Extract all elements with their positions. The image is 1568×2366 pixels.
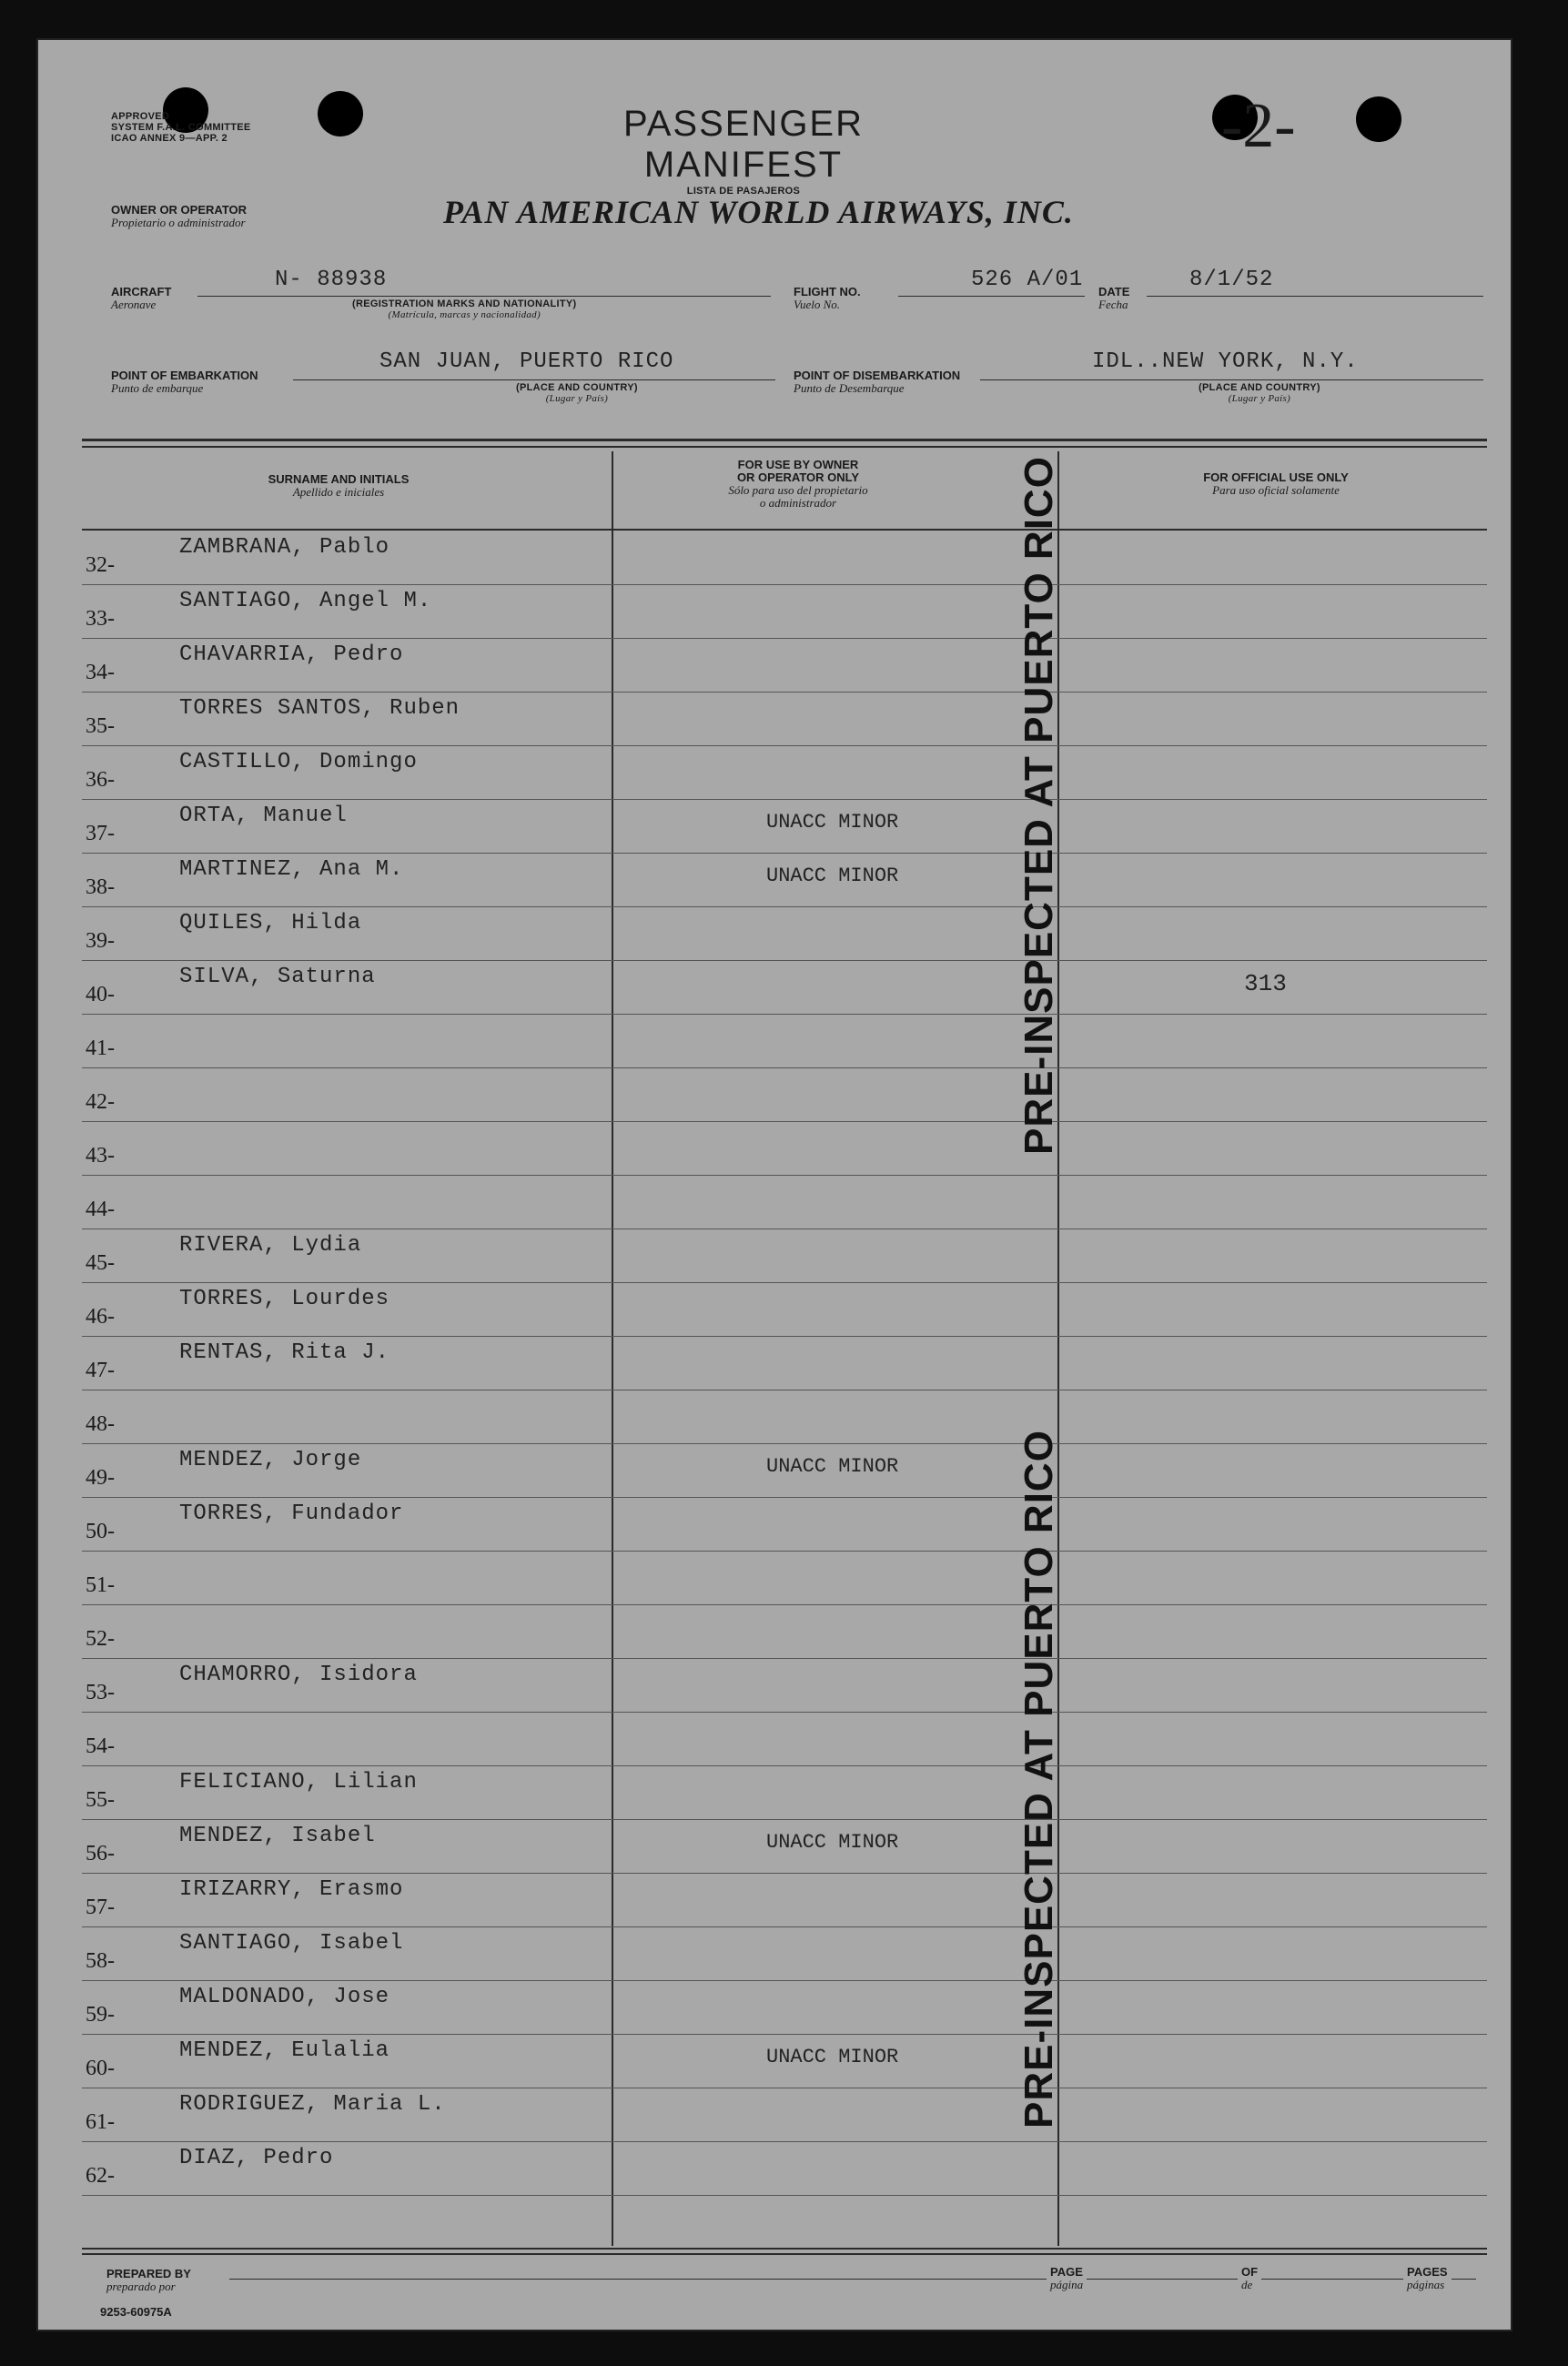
row-rule bbox=[82, 638, 1487, 639]
date-label-es: Fecha bbox=[1098, 298, 1128, 311]
of-label-block bbox=[1238, 2266, 1261, 2291]
row-rule bbox=[82, 1175, 1487, 1176]
row-number: 56- bbox=[86, 1842, 115, 1866]
passenger-name: MENDEZ, Eulalia bbox=[179, 2038, 390, 2063]
reg-note: (REGISTRATION MARKS AND NATIONALITY) bbox=[352, 298, 577, 309]
row-rule bbox=[82, 692, 1487, 693]
passenger-name: RODRIGUEZ, Maria L. bbox=[179, 2092, 446, 2117]
owner-label-block bbox=[111, 204, 247, 229]
disembark-label-block bbox=[794, 369, 960, 395]
row-number: 46- bbox=[86, 1305, 115, 1329]
approval-line: APPROVED bbox=[111, 111, 170, 122]
row-rule bbox=[82, 853, 1487, 854]
form-number: 9253-60975A bbox=[100, 2305, 172, 2319]
operator-remark: UNACC MINOR bbox=[766, 811, 899, 834]
row-number: 61- bbox=[86, 2110, 115, 2134]
column-header-text: SURNAME AND INITIALS bbox=[268, 472, 410, 486]
row-number: 33- bbox=[86, 607, 115, 631]
operator-remark: UNACC MINOR bbox=[766, 864, 899, 887]
passenger-name: TORRES SANTOS, Ruben bbox=[179, 696, 460, 721]
title-block bbox=[534, 104, 953, 197]
reg-note-block bbox=[352, 298, 576, 320]
embark-label: POINT OF EMBARKATION bbox=[111, 369, 258, 382]
row-number: 57- bbox=[86, 1896, 115, 1919]
row-number: 42- bbox=[86, 1090, 115, 1114]
row-rule bbox=[82, 2034, 1487, 2035]
aircraft-label-es: Aeronave bbox=[111, 298, 157, 311]
column-header-text-es: Apellido e iniciales bbox=[292, 485, 385, 499]
row-number: 60- bbox=[86, 2057, 115, 2080]
reg-note-es: (Matrícula, marcas y nacionalidad) bbox=[388, 309, 541, 320]
official-entry: 313 bbox=[1244, 970, 1287, 997]
disembark-label: POINT OF DISEMBARKATION bbox=[794, 369, 961, 382]
pages-label-es: páginas bbox=[1407, 2278, 1445, 2291]
disembark-value: IDL..NEW YORK, N.Y. bbox=[1092, 349, 1359, 374]
date-value: 8/1/52 bbox=[1189, 268, 1274, 292]
row-rule bbox=[82, 1765, 1487, 1766]
approval-line: SYSTEM F.A.L. COMMITTEE bbox=[111, 122, 251, 133]
row-number: 45- bbox=[86, 1251, 115, 1275]
row-number: 50- bbox=[86, 1520, 115, 1543]
passenger-name: SILVA, Saturna bbox=[179, 965, 376, 989]
row-number: 48- bbox=[86, 1412, 115, 1436]
passenger-name: CHAMORRO, Isidora bbox=[179, 1663, 418, 1687]
row-rule bbox=[82, 1497, 1487, 1498]
row-rule bbox=[82, 1282, 1487, 1283]
row-number: 51- bbox=[86, 1573, 115, 1597]
embark-note-block bbox=[516, 382, 638, 404]
embark-note: (PLACE AND COUNTRY) bbox=[516, 382, 638, 393]
row-rule bbox=[82, 799, 1487, 800]
pages-label-block bbox=[1403, 2266, 1452, 2291]
row-rule bbox=[82, 1604, 1487, 1605]
aircraft-label: AIRCRAFT bbox=[111, 285, 172, 298]
row-number: 35- bbox=[86, 714, 115, 738]
row-number: 43- bbox=[86, 1144, 115, 1168]
pre-inspected-stamp: PRE-INSPECTED AT PUERTO RICO bbox=[1017, 456, 1061, 1155]
prepared-by-label-es: preparado por bbox=[106, 2280, 176, 2293]
owner-label-es: Propietario o administrador bbox=[111, 216, 246, 229]
pre-inspected-stamp: PRE-INSPECTED AT PUERTO RICO bbox=[1017, 1430, 1061, 2128]
passenger-name: RIVERA, Lydia bbox=[179, 1233, 362, 1258]
operator-remark: UNACC MINOR bbox=[766, 1455, 899, 1478]
page-subtitle: LISTA DE PASAJEROS bbox=[686, 186, 801, 197]
column-header-operator bbox=[616, 459, 980, 510]
row-rule bbox=[82, 1443, 1487, 1444]
row-rule bbox=[82, 1819, 1487, 1820]
row-number: 44- bbox=[86, 1198, 115, 1221]
page-title: PASSENGER MANIFEST bbox=[623, 104, 864, 185]
passenger-name: TORRES, Lourdes bbox=[179, 1287, 390, 1311]
passenger-name: CHAVARRIA, Pedro bbox=[179, 642, 404, 667]
page-mark: -2- bbox=[1221, 91, 1296, 161]
row-rule bbox=[82, 584, 1487, 585]
flight-label-block bbox=[794, 286, 861, 311]
row-number: 32- bbox=[86, 553, 115, 577]
flight-value: 526 A/01 bbox=[971, 268, 1084, 292]
row-rule bbox=[82, 1228, 1487, 1229]
row-number: 54- bbox=[86, 1734, 115, 1758]
embark-label-es: Punto de embarque bbox=[111, 381, 204, 395]
row-rule bbox=[82, 1551, 1487, 1552]
row-rule bbox=[82, 1980, 1487, 1981]
row-rule bbox=[82, 1873, 1487, 1874]
row-number: 59- bbox=[86, 2003, 115, 2027]
approval-block bbox=[111, 111, 251, 144]
disembark-note-block bbox=[1199, 382, 1320, 404]
row-rule bbox=[82, 1067, 1487, 1068]
punch-hole-icon bbox=[318, 91, 363, 136]
row-number: 62- bbox=[86, 2164, 115, 2188]
passenger-name: ZAMBRANA, Pablo bbox=[179, 535, 390, 560]
row-rule bbox=[82, 745, 1487, 746]
row-number: 41- bbox=[86, 1036, 115, 1060]
passenger-name: DIAZ, Pedro bbox=[179, 2146, 334, 2170]
approval-line: ICAO ANNEX 9—APP. 2 bbox=[111, 133, 228, 144]
passenger-name: MALDONADO, Jose bbox=[179, 1985, 390, 2009]
page-label-block bbox=[1047, 2266, 1087, 2291]
page-label: PAGE bbox=[1050, 2265, 1083, 2279]
column-header-text-es: Sólo para uso del propietario bbox=[728, 483, 868, 497]
passenger-name: ORTA, Manuel bbox=[179, 804, 348, 828]
disembark-note-es: (Lugar y País) bbox=[1228, 393, 1291, 404]
disembark-note: (PLACE AND COUNTRY) bbox=[1199, 382, 1320, 393]
operator-remark: UNACC MINOR bbox=[766, 2046, 899, 2068]
row-number: 52- bbox=[86, 1627, 115, 1651]
punch-hole-icon bbox=[1356, 96, 1401, 142]
passenger-name: FELICIANO, Lilian bbox=[179, 1770, 418, 1795]
row-number: 34- bbox=[86, 661, 115, 684]
row-number: 36- bbox=[86, 768, 115, 792]
aircraft-label-block bbox=[111, 286, 171, 311]
passenger-name: MENDEZ, Isabel bbox=[179, 1824, 376, 1848]
row-rule bbox=[82, 960, 1487, 961]
row-rule bbox=[82, 1926, 1487, 1927]
row-number: 49- bbox=[86, 1466, 115, 1490]
column-header-text-es: o administrador bbox=[759, 496, 837, 510]
aircraft-value: N- 88938 bbox=[275, 268, 388, 292]
row-number: 53- bbox=[86, 1681, 115, 1704]
embark-label-block bbox=[111, 369, 258, 395]
column-header-text: OR OPERATOR ONLY bbox=[736, 470, 860, 484]
row-rule bbox=[82, 1336, 1487, 1337]
row-number: 58- bbox=[86, 1949, 115, 1973]
column-header-text: FOR OFFICIAL USE ONLY bbox=[1203, 470, 1349, 484]
owner-value: PAN AMERICAN WORLD AIRWAYS, INC. bbox=[443, 194, 1074, 230]
row-rule bbox=[82, 2141, 1487, 2142]
owner-label: OWNER OR OPERATOR bbox=[111, 203, 248, 217]
column-header-surname bbox=[138, 473, 539, 499]
prepared-by-label: PREPARED BY bbox=[106, 2267, 191, 2280]
disembark-label-es: Punto de Desembarque bbox=[794, 381, 905, 395]
prepared-by-block bbox=[106, 2268, 191, 2293]
row-rule bbox=[82, 1014, 1487, 1015]
date-label-block bbox=[1098, 286, 1129, 311]
row-number: 40- bbox=[86, 983, 115, 1006]
flight-label: FLIGHT NO. bbox=[794, 285, 861, 298]
row-number: 38- bbox=[86, 875, 115, 899]
passenger-name: MARTINEZ, Ana M. bbox=[179, 857, 404, 882]
column-header-text-es: Para uso oficial solamente bbox=[1212, 483, 1340, 497]
passenger-name: RENTAS, Rita J. bbox=[179, 1340, 390, 1365]
operator-remark: UNACC MINOR bbox=[766, 1831, 899, 1854]
passenger-name: SANTIAGO, Angel M. bbox=[179, 589, 432, 613]
row-number: 39- bbox=[86, 929, 115, 953]
passenger-name: MENDEZ, Jorge bbox=[179, 1448, 362, 1472]
row-rule bbox=[82, 906, 1487, 907]
row-number: 55- bbox=[86, 1788, 115, 1812]
pages-label: PAGES bbox=[1407, 2265, 1448, 2279]
passenger-name: IRIZARRY, Erasmo bbox=[179, 1877, 404, 1902]
row-number: 47- bbox=[86, 1359, 115, 1382]
passenger-name: CASTILLO, Domingo bbox=[179, 750, 418, 774]
column-header-official bbox=[1076, 471, 1476, 497]
row-rule bbox=[82, 1658, 1487, 1659]
flight-label-es: Vuelo No. bbox=[794, 298, 841, 311]
date-label: DATE bbox=[1098, 285, 1130, 298]
page-label-es: página bbox=[1050, 2278, 1084, 2291]
passenger-name: QUILES, Hilda bbox=[179, 911, 362, 935]
row-number: 37- bbox=[86, 822, 115, 845]
row-rule bbox=[82, 1712, 1487, 1713]
embark-note-es: (Lugar y País) bbox=[545, 393, 609, 404]
passenger-name: TORRES, Fundador bbox=[179, 1502, 404, 1526]
passenger-name: SANTIAGO, Isabel bbox=[179, 1931, 404, 1956]
row-rule bbox=[82, 2195, 1487, 2196]
manifest-sheet bbox=[36, 38, 1512, 2331]
row-rule bbox=[82, 1121, 1487, 1122]
column-header-text: FOR USE BY OWNER bbox=[737, 458, 859, 471]
of-label-es: de bbox=[1241, 2278, 1253, 2291]
embark-value: SAN JUAN, PUERTO RICO bbox=[379, 349, 674, 374]
of-label: OF bbox=[1241, 2265, 1259, 2279]
